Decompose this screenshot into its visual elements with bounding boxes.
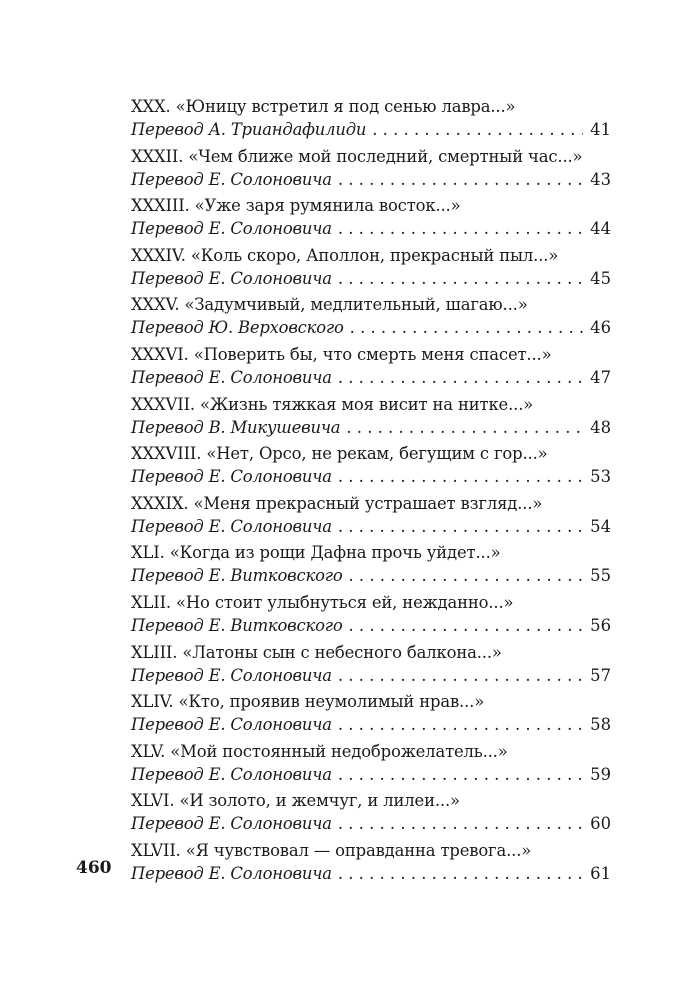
toc-entry-translator: Перевод Е. Витковского xyxy=(131,615,343,635)
toc-entry-translator: Перевод Е. Солоновича xyxy=(131,764,332,784)
toc-entry-translator-line xyxy=(131,713,611,736)
toc-entry xyxy=(131,192,611,242)
toc-entry-title: XLI. «Когда из рощи Дафна прочь уйдет...» xyxy=(131,543,501,563)
toc-entry-title: XXXVIII. «Нет, Орсо, не рекам, бегущим с гор...» xyxy=(131,444,548,464)
toc-entry xyxy=(131,589,611,639)
dot-leader xyxy=(338,217,583,240)
dot-leader xyxy=(349,564,583,587)
toc-entry-translator: Перевод Е. Солоновича xyxy=(131,219,332,239)
toc-entry-page-number: 58 xyxy=(590,715,611,735)
dot-leader xyxy=(338,366,583,389)
table-of-contents xyxy=(131,93,611,887)
dot-leader xyxy=(338,713,583,736)
dot-leader xyxy=(338,812,583,835)
toc-entry-title: XXX. «Юницу встретил я под сенью лавра...» xyxy=(131,97,516,116)
dot-leader xyxy=(350,316,583,339)
toc-entry-translator-line xyxy=(131,812,611,835)
toc-entry-title: XLII. «Но стоит улыбнуться ей, нежданно...» xyxy=(131,592,514,612)
dot-leader xyxy=(338,862,583,885)
toc-entry-translator: Перевод Е. Витковского xyxy=(131,566,343,586)
dot-leader xyxy=(338,515,583,538)
toc-entry-title: XLVI. «И золото, и жемчуг, и лилеи...» xyxy=(131,791,460,811)
toc-entry xyxy=(131,738,611,788)
toc-entry xyxy=(131,440,611,490)
dot-leader xyxy=(338,664,583,687)
toc-entry-translator: Перевод Е. Солоновича xyxy=(131,863,332,883)
toc-entry-title: XXXIX. «Меня прекрасный устрашает взгляд...» xyxy=(131,493,543,513)
toc-entry-translator-line xyxy=(131,564,611,587)
toc-entry-page-number: 41 xyxy=(590,120,611,139)
toc-entry-title: XXXII. «Чем ближе мой последний, смертный час...» xyxy=(131,146,583,166)
toc-entry-translator-line xyxy=(131,416,611,439)
page-folio-number: 460 xyxy=(76,858,112,878)
dot-leader xyxy=(346,416,583,439)
toc-entry-translator-line xyxy=(131,316,611,339)
toc-entry-page-number: 59 xyxy=(590,764,611,784)
dot-leader xyxy=(338,168,583,191)
toc-entry-translator-line xyxy=(131,614,611,637)
toc-entry-translator: Перевод Е. Солоновича xyxy=(131,516,332,536)
dot-leader xyxy=(338,465,583,488)
toc-entry-page-number: 54 xyxy=(590,516,611,536)
toc-entry-page-number: 56 xyxy=(590,615,611,635)
toc-entry-page-number: 47 xyxy=(590,367,611,387)
toc-entry-translator: Перевод В. Микушевича xyxy=(131,417,341,437)
toc-entry xyxy=(131,291,611,341)
toc-entry-title: XXXIV. «Коль скоро, Аполлон, прекрасный пыл...» xyxy=(131,245,559,265)
toc-entry-title: XLIII. «Латоны сын с небесного балкона...» xyxy=(131,642,502,662)
toc-entry-page-number: 44 xyxy=(590,219,611,239)
toc-entry-title: XXXIII. «Уже заря румянила восток...» xyxy=(131,196,461,216)
toc-entry-translator: Перевод Е. Солоновича xyxy=(131,665,332,685)
toc-entry-translator-line xyxy=(131,217,611,240)
toc-entry-translator-line xyxy=(131,515,611,538)
toc-entry xyxy=(131,787,611,837)
toc-entry-title: XXXVI. «Поверить бы, что смерть меня спасет...» xyxy=(131,344,552,364)
toc-entry-page-number: 46 xyxy=(590,318,611,338)
toc-entry-page-number: 53 xyxy=(590,467,611,487)
toc-entry-page-number: 57 xyxy=(590,665,611,685)
toc-entry-title: XLV. «Мой постоянный недоброжелатель...» xyxy=(131,741,508,761)
toc-entry xyxy=(131,688,611,738)
toc-entry-title: XLIV. «Кто, проявив неумолимый нрав...» xyxy=(131,692,485,712)
toc-entry-page-number: 61 xyxy=(590,863,611,883)
toc-entry xyxy=(131,490,611,540)
toc-entry-translator-line xyxy=(131,168,611,191)
toc-entry-translator: Перевод Е. Солоновича xyxy=(131,715,332,735)
toc-entry xyxy=(131,143,611,193)
toc-entry-translator: Перевод Е. Солоновича xyxy=(131,169,332,189)
toc-entry xyxy=(131,93,611,143)
toc-entry-translator-line xyxy=(131,862,611,885)
toc-entry-translator: Перевод Е. Солоновича xyxy=(131,268,332,288)
toc-entry-page-number: 48 xyxy=(590,417,611,437)
toc-entry-translator: Перевод Е. Солоновича xyxy=(131,467,332,487)
toc-entry-title: XXXV. «Задумчивый, медлительный, шагаю...» xyxy=(131,295,528,315)
toc-entry-page-number: 60 xyxy=(590,814,611,834)
toc-entry-translator: Перевод Ю. Верховского xyxy=(131,318,344,338)
dot-leader xyxy=(338,267,583,290)
toc-entry-translator: Перевод Е. Солоновича xyxy=(131,367,332,387)
toc-entry xyxy=(131,391,611,441)
toc-entry-translator-line xyxy=(131,763,611,786)
toc-entry-translator-line xyxy=(131,267,611,290)
toc-entry-translator-line xyxy=(131,465,611,488)
toc-entry-translator-line xyxy=(131,118,611,141)
toc-entry-page-number: 45 xyxy=(590,268,611,288)
toc-entry-translator-line xyxy=(131,664,611,687)
toc-entry xyxy=(131,242,611,292)
toc-entry-title: XLVII. «Я чувствовал — оправданна тревога...» xyxy=(131,840,532,860)
toc-entry-translator-line xyxy=(131,366,611,389)
toc-entry-page-number: 55 xyxy=(590,566,611,586)
toc-entry xyxy=(131,539,611,589)
toc-entry xyxy=(131,341,611,391)
toc-entry xyxy=(131,837,611,887)
toc-entry-title: XXXVII. «Жизнь тяжкая моя висит на нитке...» xyxy=(131,394,534,414)
toc-entry-translator: Перевод Е. Солоновича xyxy=(131,814,332,834)
toc-entry-page-number: 43 xyxy=(590,169,611,189)
toc-entry-translator: Перевод А. Триандафилиди xyxy=(131,120,367,139)
dot-leader xyxy=(338,763,583,786)
toc-entry xyxy=(131,639,611,689)
dot-leader xyxy=(372,118,583,141)
dot-leader xyxy=(349,614,583,637)
